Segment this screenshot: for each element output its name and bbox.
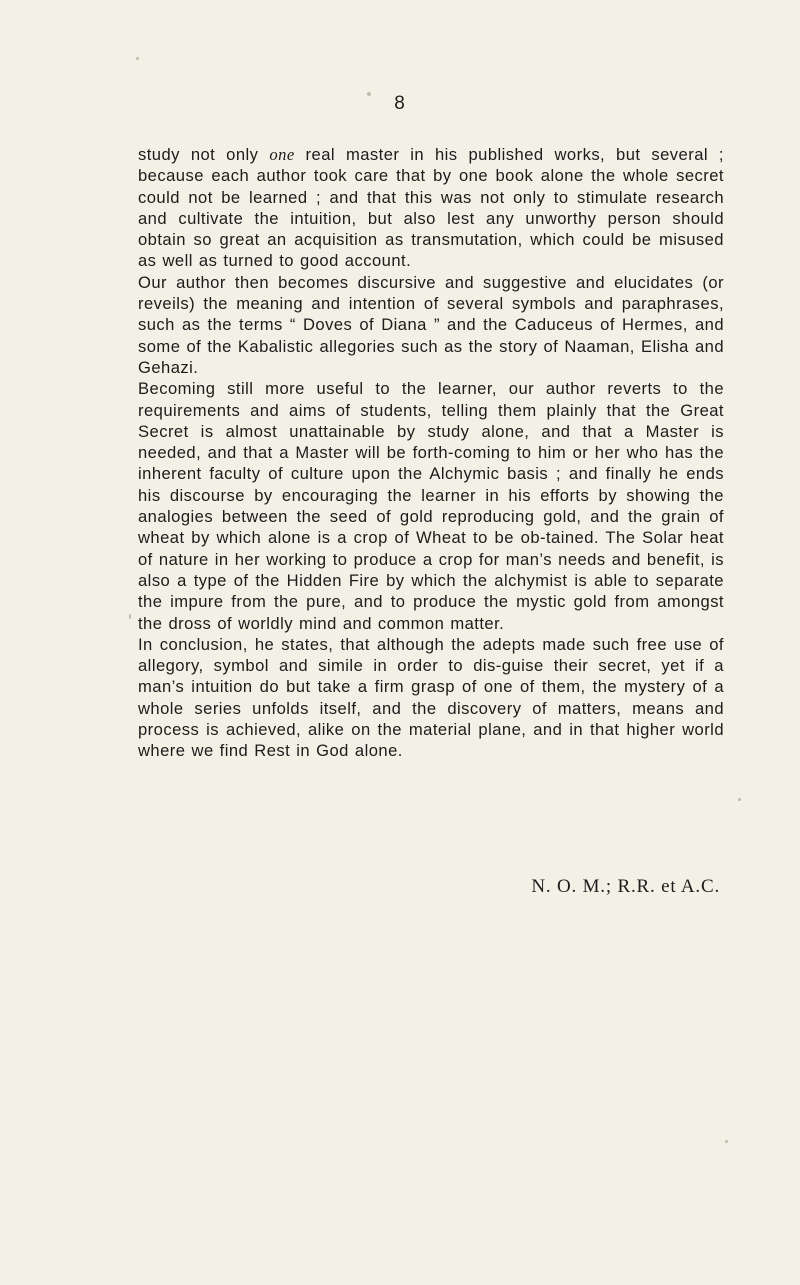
paper-speck <box>367 92 371 96</box>
paragraph-1-after: real master in his published works, but several ; because each author took care that by one book alone the whole secret could not be learned ; and that this was not only to stimulate research and cultivate the intuition, but also lest any unworthy person should obtain so great an acquisition as transmutation, which could be misused as well as turned to good account. <box>138 145 724 271</box>
paragraph-2: Our author then becomes discursive and suggestive and elucidates (or reveils) the meaning and intention of several symbols and paraphrases, such as the terms “ Doves of Diana ” and the Caduceus of Hermes, and some of the Kabalistic allegories such as the story of Naaman, Elisha and Gehazi. <box>138 272 724 377</box>
paragraph-4: In conclusion, he states, that although the adepts made such free use of allegory, symbol and simile in order to dis-guise their secret, yet if a man’s intuition do but take a firm grasp of one of them, the mystery of a whole series unfolds itself, and the discovery of matters, means and process is achieved, alike on the material plane, and in that higher world where we find Rest in God alone. <box>138 634 724 761</box>
paper-speck <box>136 57 139 60</box>
signature: N. O. M.; R.R. et A.C. <box>531 876 720 897</box>
paragraph-1-before: study not only <box>138 145 270 164</box>
paper-speck <box>129 614 131 619</box>
paragraph-3: Becoming still more useful to the learner, our author reverts to the requirements and aims of students, telling them plainly that the Great Secret is almost unattainable by study alone, and that a Master is needed, and that a Master will be forth-coming to him or her who has the inherent faculty of culture upon the Alchymic basis ; and finally he ends his discourse by encouraging the learner in his efforts by showing the analogies between the seed of gold reproducing gold, and the grain of wheat by which alone is a crop of Wheat to be ob-tained. The Solar heat of nature in her working to produce a crop for man’s needs and benefit, is also a type of the Hidden Fire by which the alchymist is able to separate the impure from the pure, and to produce the mystic gold from amongst the dross of worldly mind and common matter. <box>138 379 724 633</box>
page-number: 8 <box>394 93 406 114</box>
paragraph-1-emphasis: one <box>269 145 295 164</box>
paper-speck <box>738 798 741 801</box>
body-text <box>138 144 724 762</box>
paragraph-1 <box>138 144 724 272</box>
paper-speck <box>725 1140 728 1143</box>
